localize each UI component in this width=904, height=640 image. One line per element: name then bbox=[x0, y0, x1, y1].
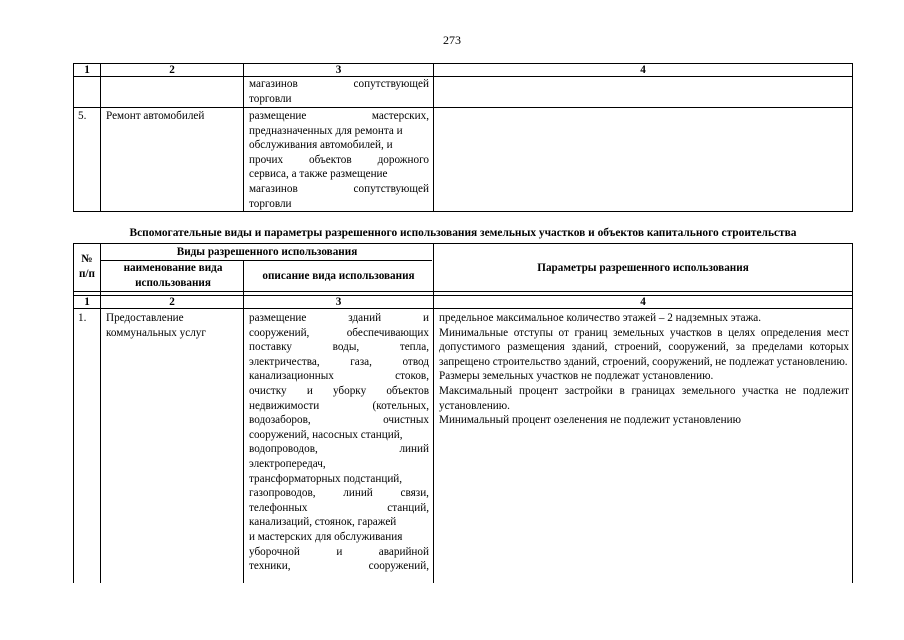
col-number-4: 4 bbox=[640, 296, 646, 308]
row-number: 5. bbox=[78, 110, 87, 122]
use-name: Ремонт автомобилей bbox=[106, 110, 205, 122]
col-number-1: 1 bbox=[84, 64, 90, 76]
parameter-paragraph: Минимальный процент озеленения не подлежит установлению bbox=[439, 414, 741, 427]
description-line: размещение мастерских, bbox=[249, 110, 429, 122]
col-number-2: 2 bbox=[169, 296, 175, 308]
description-line: техники, сооружений, bbox=[249, 560, 429, 573]
page-number: 273 bbox=[443, 33, 461, 47]
col-number-3: 3 bbox=[335, 296, 342, 308]
description-line: очистку и уборку объектов bbox=[249, 384, 429, 397]
row-number: 1. bbox=[78, 312, 87, 324]
parameter-paragraph: Максимальный процент застройки в границах земельного участка не подлежит установлению. bbox=[439, 384, 849, 412]
description-line: трансформаторных подстанций, bbox=[249, 472, 403, 485]
header-name: наименование вида использования bbox=[123, 262, 223, 289]
use-description bbox=[249, 311, 429, 574]
description-line: поставку воды, тепла, bbox=[249, 341, 429, 354]
section-title: Вспомогательные виды и параметры разрешенного использования земельных участков и объектов капитального строительства bbox=[129, 227, 797, 239]
description-line: обслуживания автомобилей, и bbox=[249, 139, 393, 152]
description-line: уборочной и аварийной bbox=[249, 545, 429, 558]
col-number-2: 2 bbox=[169, 64, 175, 76]
col-number-1: 1 bbox=[84, 296, 90, 308]
description-line: сооружений, обеспечивающих bbox=[249, 326, 429, 339]
parameter-paragraph: Минимальные отступы от границ земельных участков в целях определения мест допустимого размещения зданий, строений, сооружений, за пределами которых запрещено строительство зданий, строений, сооружений, не подлежат установлению. bbox=[439, 326, 849, 368]
description-line: водопроводов, линий bbox=[249, 443, 429, 456]
description-line: электричества, газа, отвод bbox=[249, 355, 429, 368]
main-uses-table-continuation bbox=[73, 63, 853, 212]
description-line: сооружений, насосных станций, bbox=[249, 428, 403, 441]
continued-description bbox=[249, 77, 429, 106]
description-line: и мастерских для обслуживания bbox=[249, 530, 403, 543]
header-parameters: Параметры разрешенного использования bbox=[537, 262, 749, 274]
description-line: магазинов сопутствующей bbox=[249, 78, 429, 90]
auxiliary-uses-table bbox=[73, 243, 853, 583]
description-line: канализационных стоков, bbox=[249, 370, 429, 383]
use-name: Предоставление коммунальных услуг bbox=[106, 312, 206, 339]
description-line: недвижимости (котельных, bbox=[249, 399, 429, 412]
col-number-4: 4 bbox=[640, 64, 646, 76]
header-group: Виды разрешенного использования bbox=[176, 246, 358, 258]
description-line: канализаций, стоянок, гаражей bbox=[249, 516, 397, 529]
description-line: сервиса, а также размещение bbox=[249, 168, 388, 181]
description-line: предназначенных для ремонта и bbox=[249, 124, 403, 137]
parameter-paragraph: предельное максимальное количество этажей – 2 надземных этажа. bbox=[439, 312, 762, 324]
col-number-3: 3 bbox=[335, 64, 342, 76]
description-line: водозаборов, очистных bbox=[249, 414, 429, 427]
use-parameters bbox=[439, 311, 849, 428]
description-line: размещение зданий и bbox=[249, 312, 429, 324]
description-line: телефонных станций, bbox=[249, 501, 429, 514]
header-description: описание вида использования bbox=[262, 270, 415, 282]
description-line: магазинов сопутствующей bbox=[249, 182, 429, 195]
description-line: торговли bbox=[249, 197, 292, 210]
header-number: № п/п bbox=[78, 253, 95, 280]
description-line: электропередач, bbox=[249, 457, 326, 470]
description-line: газопроводов, линий связи, bbox=[249, 487, 429, 500]
description-line: торговли bbox=[249, 92, 292, 105]
parameter-paragraph: Размеры земельных участков не подлежат установлению. bbox=[439, 370, 714, 383]
use-description bbox=[249, 109, 429, 211]
description-line: прочих объектов дорожного bbox=[249, 153, 429, 166]
